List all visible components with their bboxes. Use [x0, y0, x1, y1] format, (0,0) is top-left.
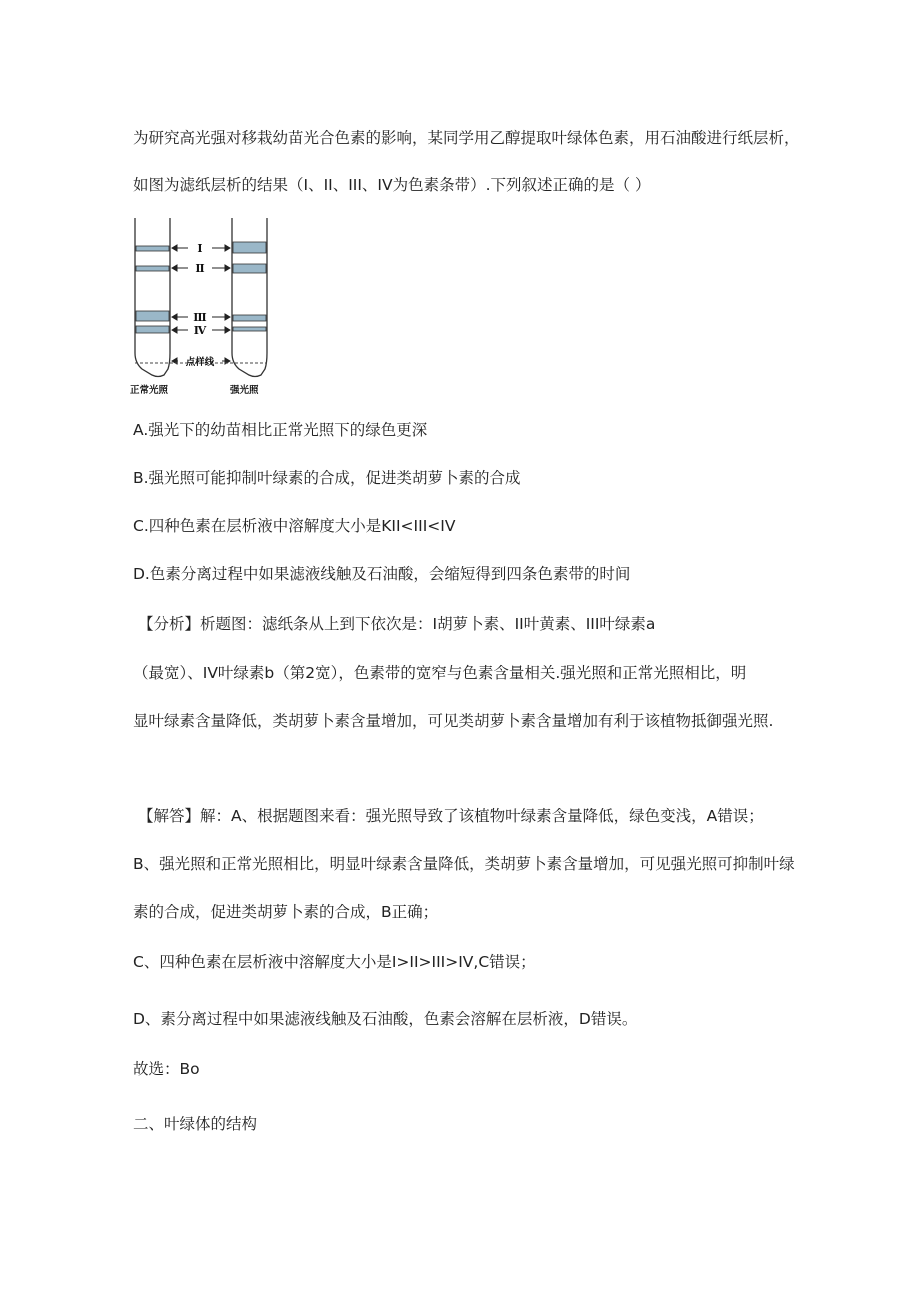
option-a: A.强光下的幼苗相比正常光照下的绿色更深: [133, 421, 428, 439]
right-strip: [232, 218, 267, 377]
left-strip-label: 正常光照: [130, 385, 169, 396]
answer-line2: B、强光照和正常光照相比，明显叶绿素含量降低，类胡萝卜素含量增加，可见强光照可抑制叶绿: [133, 855, 795, 873]
answer-line5: D、素分离过程中如果滤液线触及石油酸，色素会溶解在层析液，D错误。: [133, 1010, 638, 1028]
left-strip: [135, 218, 170, 377]
band-label-2: Ⅱ: [195, 262, 205, 275]
option-c: C.四种色素在层析液中溶解度大小是KII<III<IV: [133, 517, 456, 535]
question-stem-line1: 为研究高光强对移栽幼苗光合色素的影响，某同学用乙醇提取叶绿体色素，用石油酸进行纸层析，: [133, 129, 800, 147]
answer-line1: 【解答】解：A、根据题图来看：强光照导致了该植物叶绿素含量降低，绿色变浅，A错误；: [138, 807, 764, 825]
answer-choice: 故选：Bo: [133, 1060, 200, 1078]
analysis-line3: 显叶绿素含量降低，类胡萝卜素含量增加，可见类胡萝卜素含量增加有利于该植物抵御强光照.: [133, 712, 774, 730]
band-label-3: Ⅲ: [193, 311, 207, 324]
option-b: B.强光照可能抑制叶绿素的合成，促进类胡萝卜素的合成: [133, 469, 521, 487]
option-d: D.色素分离过程中如果滤液线触及石油酸，会缩短得到四条色素带的时间: [133, 565, 631, 583]
band-label-4: Ⅳ: [193, 324, 207, 337]
section-heading: 二、叶绿体的结构: [133, 1115, 258, 1133]
analysis-line2: （最宽）、IV叶绿素b（第2宽），色素带的宽窄与色素含量相关.强光照和正常光照相比，明: [133, 664, 747, 682]
chromatography-figure: [130, 213, 280, 398]
analysis-line1: 【分析】析题图：滤纸条从上到下依次是：I胡萝卜素、II叶黄素、III叶绿素a: [138, 615, 656, 633]
band-label-1: Ⅰ: [197, 242, 203, 255]
origin-label: 点样线: [185, 357, 215, 368]
answer-line3: 素的合成，促进类胡萝卜素的合成，B正确；: [133, 903, 439, 921]
question-stem-line2: 如图为滤纸层析的结果（I、II、III、IV为色素条带）.下列叙述正确的是（ ）: [133, 176, 651, 194]
right-strip-label: 强光照: [230, 385, 259, 396]
answer-line4: C、四种色素在层析液中溶解度大小是I>II>III>IV,C错误；: [133, 953, 536, 971]
